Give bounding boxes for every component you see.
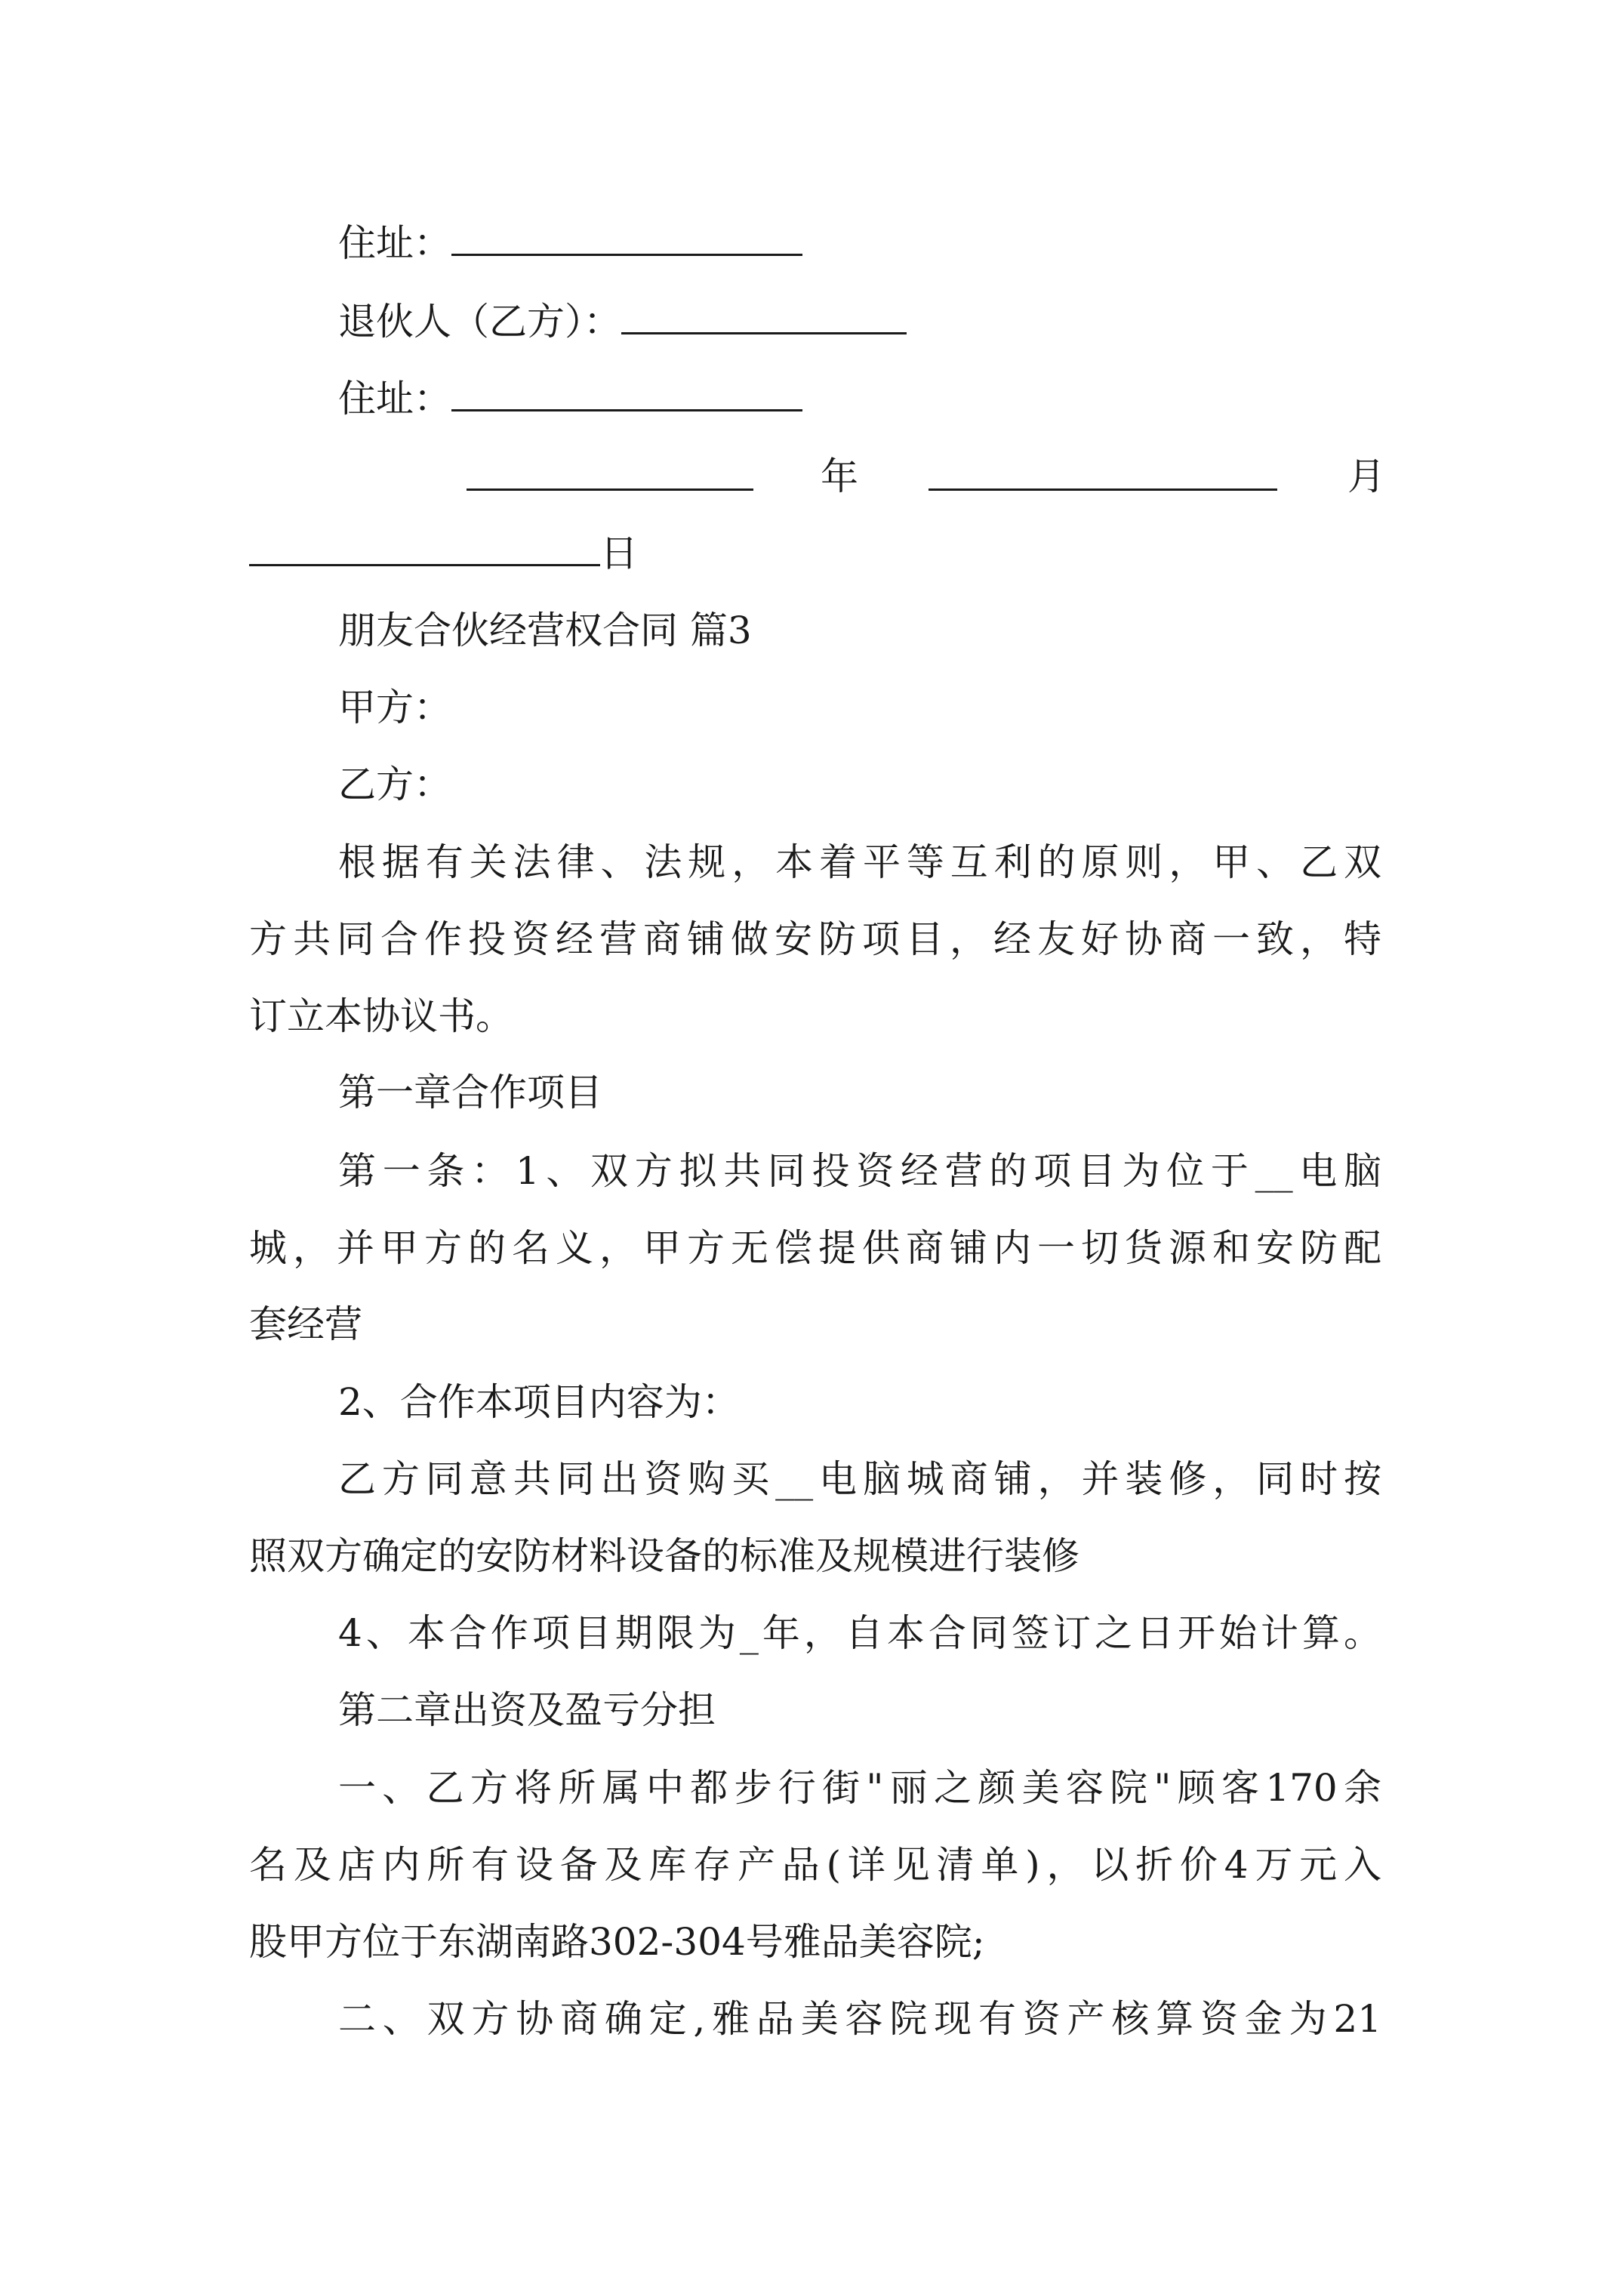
day-label: 日 [600,532,638,575]
item-4-text: 4、本合作项目期限为_年，自本合同签订之日开始计算。 [338,1611,1381,1655]
preamble-text-2: 方共同合作投资经营商铺做安防项目，经友好协商一致，特 [249,917,1381,961]
clause-1-text-1: 一、乙方将所属中都步行街"丽之颜美容院"顾客170余 [338,1766,1381,1810]
date-line [0,439,1623,514]
withdrawing-partner-label: 退伙人（乙方）： [338,300,621,344]
clause-1-line-3: 股甲方位于东湖南路302-304号雅品美容院; [249,1920,985,1964]
article-1-text-2: 城，并甲方的名义，甲方无偿提供商铺内一切货源和安防配 [249,1226,1381,1270]
item-2-line-2: 照双方确定的安防材料设备的标准及规模进行装修 [249,1534,1079,1578]
year-blank [467,439,753,491]
month-blank [929,439,1277,491]
preamble-line-3: 订立本协议书。 [249,994,513,1038]
clause-1-line-2 [0,1827,1623,1903]
address-blank-1 [451,207,802,256]
clause-1-line-1 [0,1750,1623,1826]
item-2-heading: 2、合作本项目内容为： [338,1380,740,1424]
address-blank-2 [451,362,802,411]
article-1-line-1 [0,1133,1623,1209]
address-line-2 [0,361,1623,436]
item-2-line-1 [0,1441,1623,1517]
party-a-line: 甲方： [338,686,451,729]
day-line [0,516,1623,591]
article-1-text-1: 第一条：1、双方拟共同投资经营的项目为位于__电脑 [338,1149,1381,1193]
article-1-line-3: 套经营 [249,1302,362,1346]
chapter-1-heading: 第一章合作项目 [338,1071,602,1114]
contract-title: 朋友合伙经营权合同 篇3 [338,609,752,652]
item-2-text-1: 乙方同意共同出资购买__电脑城商铺，并装修，同时按 [338,1457,1381,1501]
day-blank [249,517,600,566]
preamble-line-2 [0,901,1623,977]
clause-2-line-1 [0,1981,1623,2057]
address-label-2: 住址： [338,377,451,421]
chapter-2-heading: 第二章出资及盈亏分担 [338,1688,716,1732]
year-label: 年 [821,455,858,498]
month-label: 月 [1347,455,1385,498]
address-label-1: 住址： [338,221,451,265]
withdrawing-partner-line [0,284,1623,359]
preamble-line-1 [0,824,1623,900]
preamble-text-1: 根据有关法律、法规，本着平等互利的原则，甲、乙双 [338,840,1381,884]
withdrawing-partner-blank [621,285,907,334]
article-1-line-2 [0,1210,1623,1286]
clause-2-text-1: 二、双方协商确定,雅品美容院现有资产核算资金为21 [338,1997,1381,2041]
clause-1-text-2: 名及店内所有设备及库存产品(详见清单)，以折价4万元入 [249,1843,1381,1887]
party-b-line: 乙方： [338,763,451,806]
item-4-line [0,1595,1623,1671]
address-line-1 [0,205,1623,281]
